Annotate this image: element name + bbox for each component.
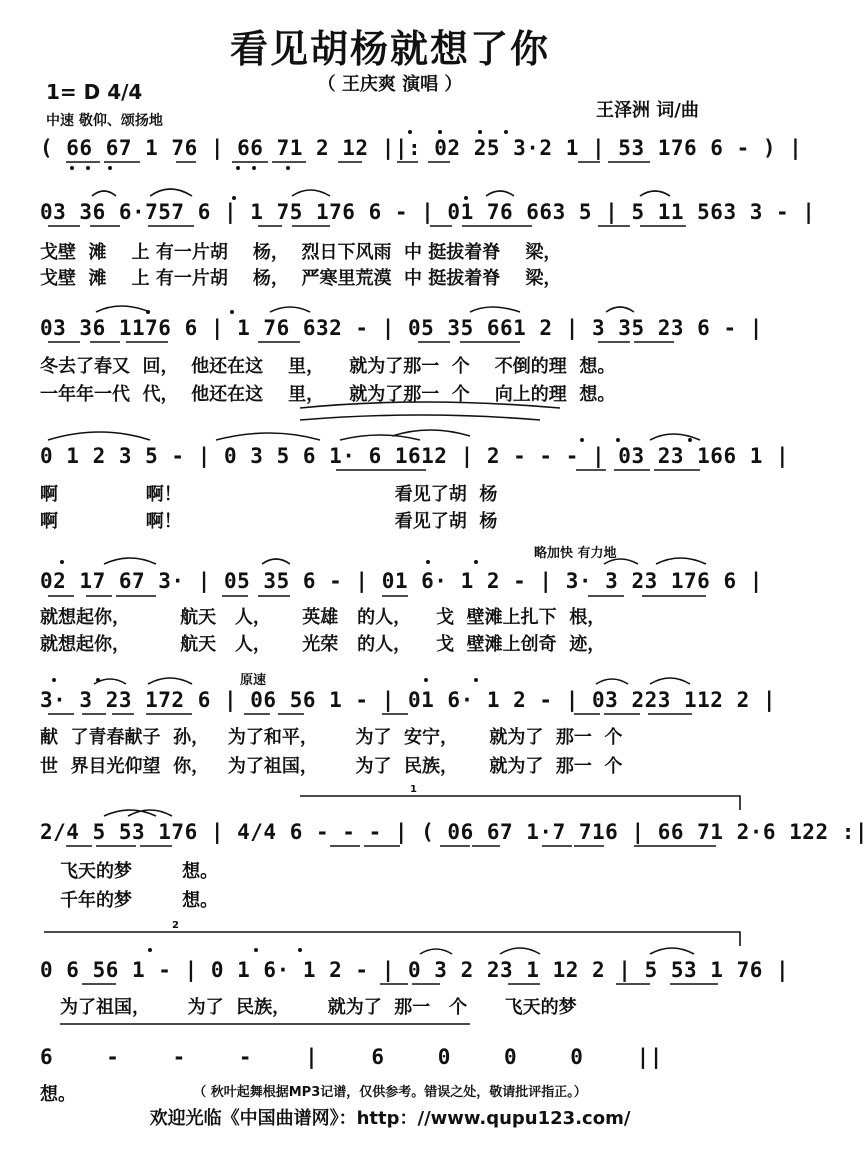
song-title: 看见胡杨就想了你 xyxy=(229,27,550,71)
lyric-line-6a: 献 了青春献子 孙， 为了和平， 为了 安宁， 就为了 那一 个 xyxy=(40,727,623,748)
lyric-line-2a: 戈壁 滩 上 有一片胡 杨， 烈日下风雨 中 挺拔着脊 梁， xyxy=(40,242,562,263)
lyric-line-2b: 戈壁 滩 上 有一片胡 杨， 严寒里荒漠 中 挺拔着脊 梁， xyxy=(40,268,562,289)
lyric-line-7a: 飞天的梦 想。 xyxy=(60,861,219,882)
notation-row-7: 2/4 5 53 176 | 4/4 6 - - - | ( 06 67 1·7 716 | 66 71 2·6 122 :| xyxy=(40,820,868,844)
website-credit: 欢迎光临《中国曲谱网》：http：//www.qupu123.com/ xyxy=(149,1108,631,1129)
lyric-line-4a: 啊 啊！ 看见了胡 杨 xyxy=(40,484,498,505)
tempo-marking: 中速 敬仰、颂扬地 xyxy=(46,113,163,129)
notation-row-2: 03 36 6·757 6 | 1 75 176 6 - | 01 76 663 5 | 5 11 563 3 - | xyxy=(40,200,816,224)
lyric-line-3a: 冬去了春又 回， 他还在这 里， 就为了那一 个 不倒的理 想。 xyxy=(40,356,616,377)
original-tempo-mark: 原速 xyxy=(240,673,267,688)
volta-1-label: 1 xyxy=(410,784,417,795)
volta-2-label: 2 xyxy=(172,920,179,931)
lyric-line-9a: 想。 xyxy=(40,1084,76,1105)
lyric-line-8a: 为了祖国， 为了 民族， 就为了 那一 个 飞天的梦 xyxy=(60,997,577,1018)
composer-credit: 王泽洲 词/曲 xyxy=(596,100,699,121)
notation-row-8: 0 6 56 1 - | 0 1 6· 1 2 - | 0 3 2 23 1 12 2 | 5 53 1 76 | xyxy=(40,958,790,982)
notation-row-6: 3· 3 23 172 6 | 06 56 1 - | 01 6· 1 2 - | 03 223 112 2 | xyxy=(40,688,777,712)
lyric-line-3b: 一年年一代 代， 他还在这 里， 就为了那一 个 向上的理 想。 xyxy=(40,384,616,405)
transcription-note: （ 秋叶起舞根据MP3记谱，仅供参考。错误之处，敬请批评指正。） xyxy=(193,1085,587,1100)
tempo-change-mark: 略加快 有力地 xyxy=(534,546,617,561)
key-signature: 1= D 4/4 xyxy=(46,80,143,104)
lyric-line-5a: 就想起你， 航天 人， 英雄 的人， 戈 壁滩上扎下 根， xyxy=(40,607,606,628)
singer-credit: （ 王庆爽 演唱 ） xyxy=(317,74,463,95)
notation-row-5: 02 17 67 3· | 05 35 6 - | 01 6· 1 2 - | 3· 3 23 176 6 | xyxy=(40,569,763,593)
notation-row-9: 6 - - - | 6 0 0 0 || xyxy=(40,1045,663,1069)
lyric-line-5b: 就想起你， 航天 人， 光荣 的人， 戈 壁滩上创奇 迹， xyxy=(40,634,606,655)
lyric-line-4b: 啊 啊！ 看见了胡 杨 xyxy=(40,511,498,532)
notation-row-3: 03 36 1176 6 | 1 76 632 - | 05 35 661 2 | 3 35 23 6 - | xyxy=(40,316,763,340)
lyric-line-7b: 千年的梦 想。 xyxy=(60,890,219,911)
lyric-line-6b: 世 界目光仰望 你， 为了祖国， 为了 民族， 就为了 那一 个 xyxy=(40,756,623,777)
notation-row-1: ( 66 67 1 76 | 66 71 2 12 ||: 02 25 3·2 1 | 53 176 6 - ) | xyxy=(40,136,803,160)
notation-row-4: 0 1 2 3 5 - | 0 3 5 6 1· 6 1612 | 2 - - - | 03 23 166 1 | xyxy=(40,444,790,468)
